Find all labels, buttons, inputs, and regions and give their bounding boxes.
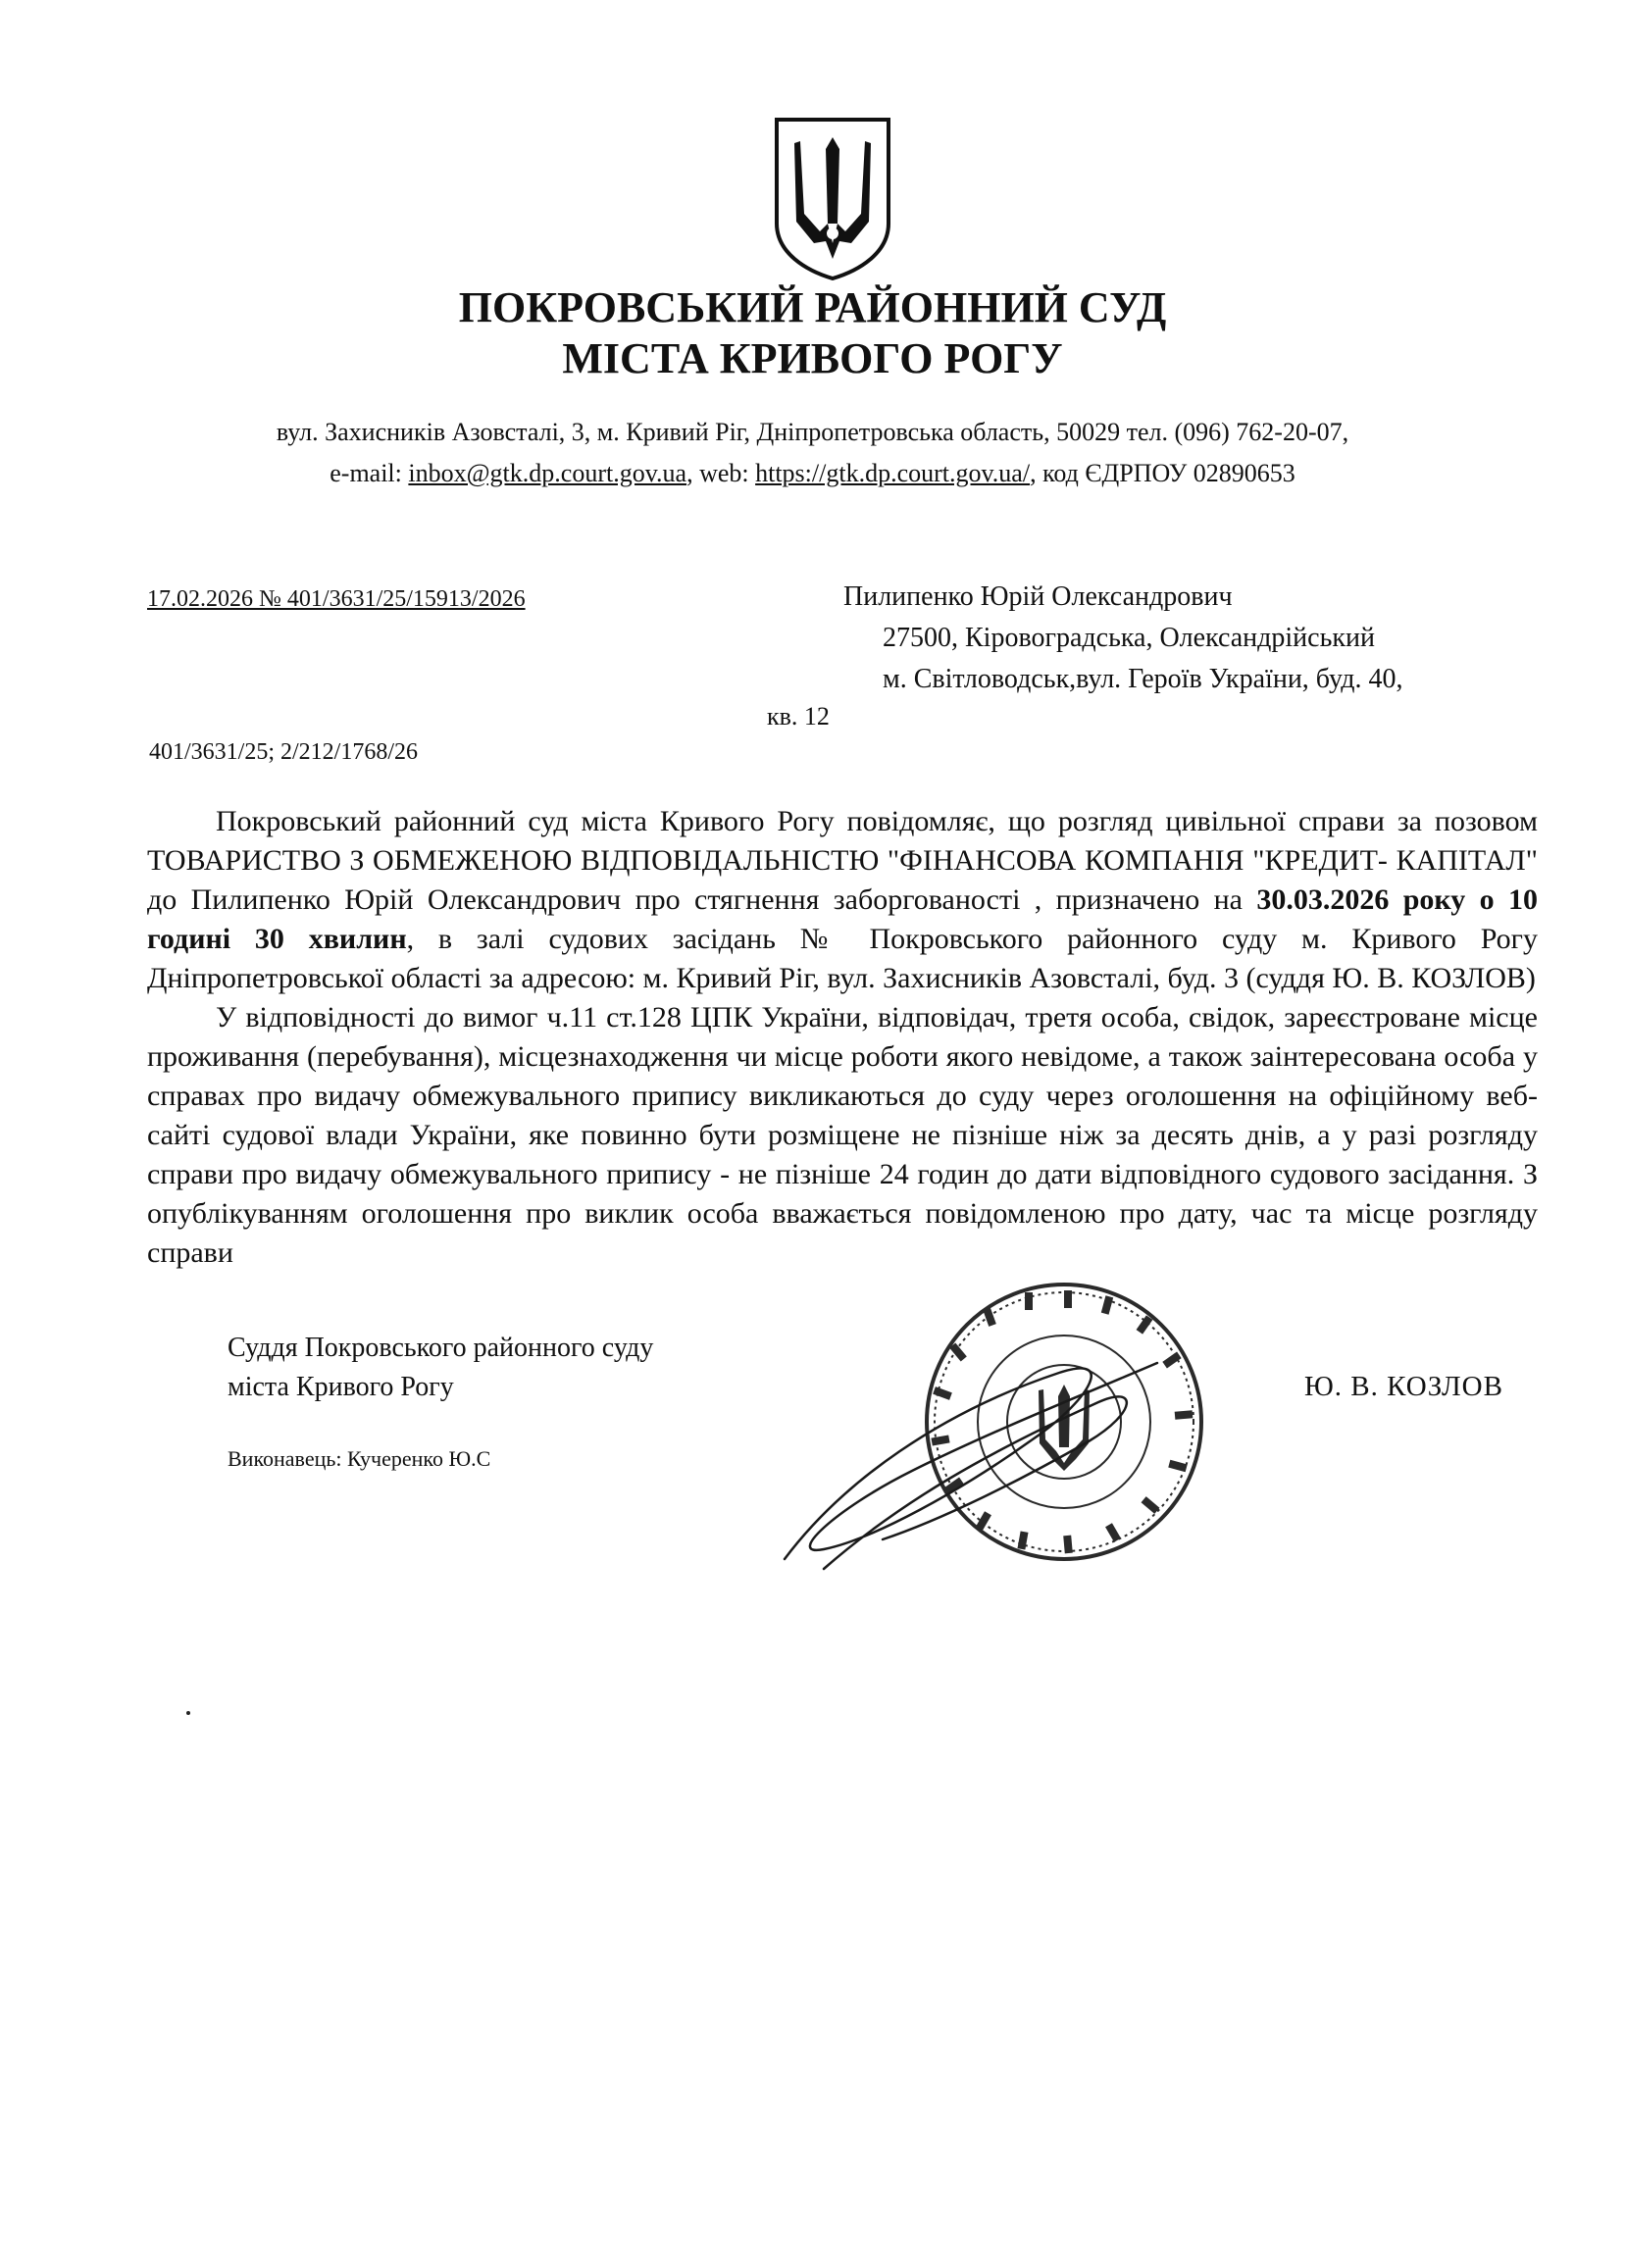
judge-signature bbox=[765, 1334, 1216, 1588]
outgoing-ref-number: 17.02.2026 № 401/3631/25/15913/2026 bbox=[147, 586, 526, 612]
notice-paragraph-2: У відповідності до вимог ч.11 ст.128 ЦПК України, відповідач, третя особа, свідок, зареєстроване місце проживання (перебування), місцезнаходження чи місце роботи якого невідоме, а також заінтересована особа у справах про видачу обмежувального припису викликаються до суду через оголошення на офіційному веб-сайті судової влади України, яке повинно бути розміщене не пізніше ніж за десять днів, а у разі розгляду справи про видачу обмежувального припису - не пізніше 24 годин до дати відповідного судового засідання. З опублікуванням оголошення про виклик особа вважається повідомленою про дату, час та місце розгляду справи bbox=[147, 1001, 1538, 1269]
signatory-title-line2: міста Кривого Рогу bbox=[228, 1372, 454, 1402]
email-link[interactable]: inbox@gtk.dp.court.gov.ua bbox=[408, 459, 687, 487]
executor-name: Виконавець: Кучеренко Ю.С bbox=[228, 1446, 491, 1471]
court-name-line1: ПОКРОВСЬКИЙ РАЙОННИЙ СУД bbox=[458, 283, 1167, 331]
court-name-line2: МІСТА КРИВОГО РОГУ bbox=[562, 334, 1063, 382]
case-numbers: 401/3631/25; 2/212/1768/26 bbox=[149, 739, 419, 765]
address-line: вул. Захисників Азовсталі, 3, м. Кривий Ріг, Дніпропетровська область, 50029 тел. (096) 762-20-07, bbox=[276, 418, 1349, 446]
notice-text-b: , в залі судових засідань № Покровського районного суду м. Кривого Рогу Дніпропетровської області за адресою: м. Кривий Ріг, вул. Захисників Азовсталі, буд. 3 (суддя Ю. В. КОЗЛОВ) bbox=[147, 923, 1538, 994]
signatory-title-line1: Суддя Покровського районного суду bbox=[228, 1333, 654, 1363]
court-name bbox=[0, 282, 1625, 384]
hearing-datetime: 30.03.2026 року о 10 годині 30 хвилин bbox=[147, 883, 1539, 955]
notice-body bbox=[147, 802, 1538, 1273]
signatory-title bbox=[228, 1329, 653, 1407]
coat-of-arms-icon bbox=[771, 116, 894, 280]
judge-name: Ю. В. КОЗЛОВ bbox=[1304, 1371, 1503, 1402]
notice-text-a: Покровський районний суд міста Кривого Рогу повідомляє, що розгляд цивільної справи за позовом ТОВАРИСТВО З ОБМЕЖЕНОЮ ВІДПОВІДАЛЬНІСТЮ "ФІНАНСОВА КОМПАНІЯ "КРЕДИТ- КАПІТАЛ" до Пилипенко Юрій Олександрович про стягнення заборгованості , призначено на bbox=[147, 805, 1538, 916]
recipient-name: Пилипенко Юрій Олександрович bbox=[843, 581, 1233, 612]
scan-speck bbox=[186, 1711, 190, 1715]
edrpou-code: , код ЄДРПОУ 02890653 bbox=[1030, 459, 1295, 487]
email-label: e-mail: bbox=[330, 459, 409, 487]
recipient-apartment: кв. 12 bbox=[767, 702, 830, 731]
recipient-address-line1: 27500, Кіровоградська, Олександрійський bbox=[883, 623, 1375, 653]
recipient-block bbox=[843, 577, 1402, 700]
recipient-address-line2: м. Світловодськ,вул. Героїв України, буд. 40, bbox=[883, 664, 1403, 694]
web-label: , web: bbox=[686, 459, 756, 487]
court-address bbox=[0, 412, 1625, 494]
web-link[interactable]: https://gtk.dp.court.gov.ua/ bbox=[755, 459, 1031, 487]
notice-paragraph-1 bbox=[147, 802, 1538, 998]
